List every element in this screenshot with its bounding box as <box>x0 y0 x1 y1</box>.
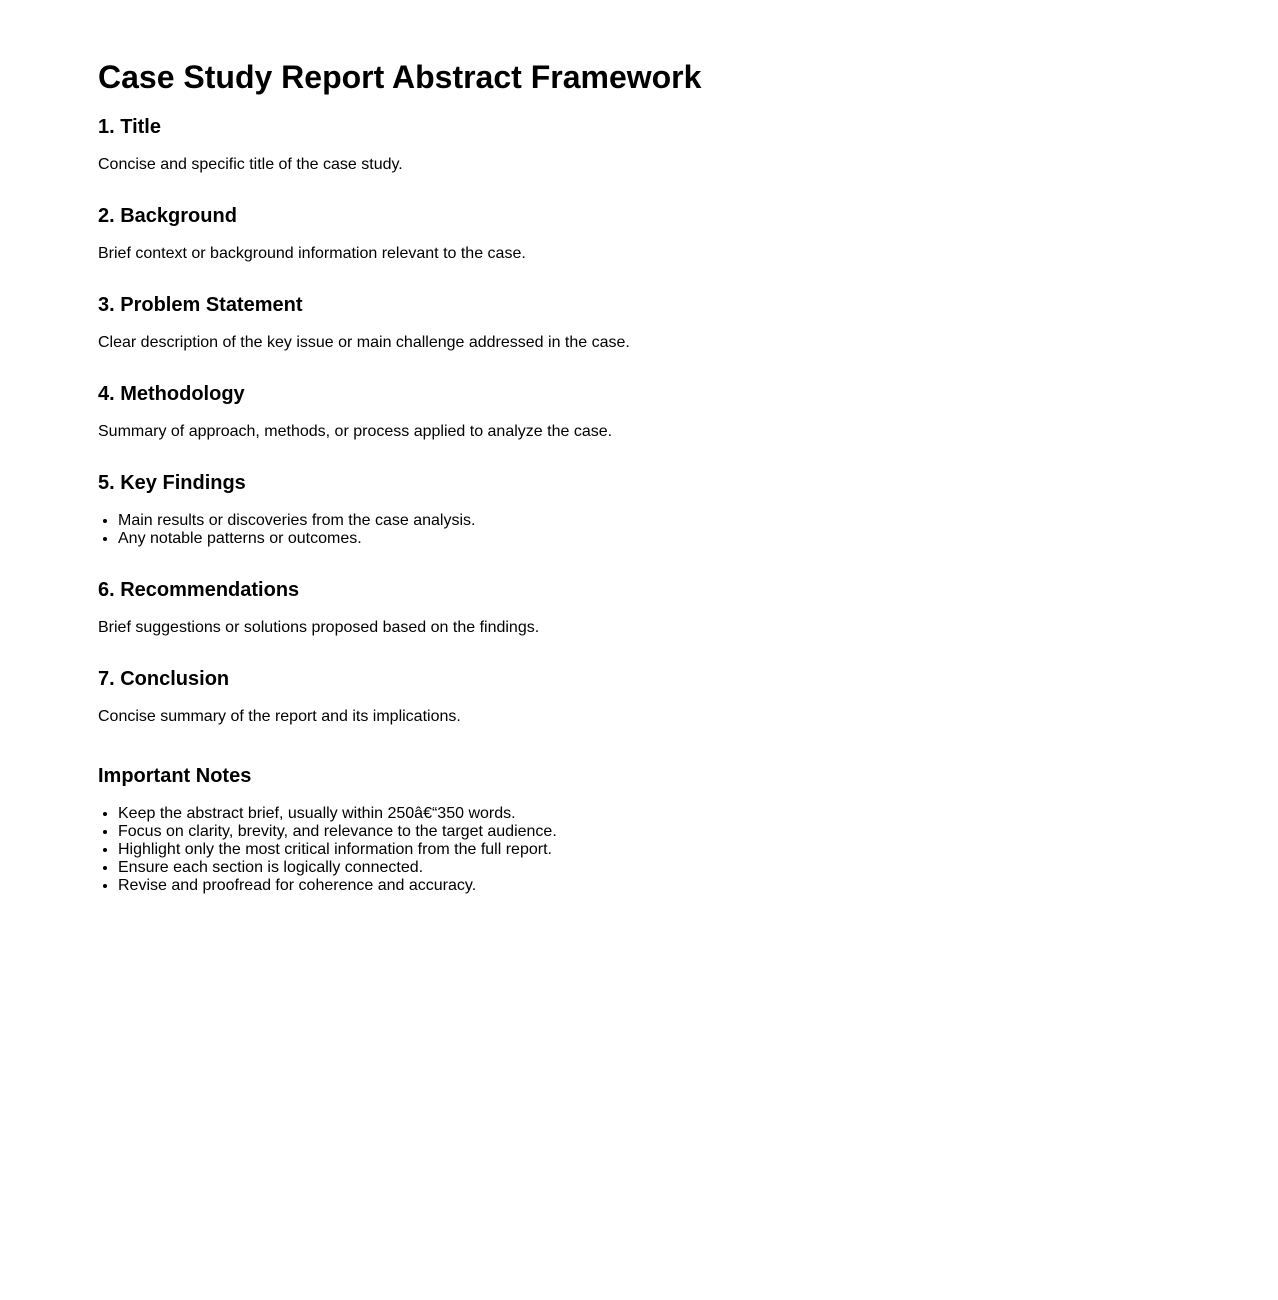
section-heading: 1. Title <box>98 116 161 138</box>
section-important-notes <box>98 764 1198 895</box>
section-text: Brief context or background information relevant to the case. <box>98 245 526 262</box>
section-methodology <box>98 382 1198 441</box>
document-page <box>98 0 1198 895</box>
section-problem-statement <box>98 293 1198 352</box>
section-recommendations <box>98 578 1198 637</box>
section-heading: 4. Methodology <box>98 383 245 405</box>
list-item: • Keep the abstract brief, usually within 250â€“350 words. <box>118 805 1198 823</box>
section-title <box>98 115 1198 174</box>
section-background <box>98 204 1198 263</box>
list-item: • Highlight only the most critical information from the full report. <box>118 841 1198 859</box>
section-heading: 5. Key Findings <box>98 472 246 494</box>
list-item: • Main results or discoveries from the case analysis. <box>118 512 1198 530</box>
notes-list <box>98 805 1198 895</box>
section-text: Clear description of the key issue or main challenge addressed in the case. <box>98 334 630 351</box>
section-heading: 6. Recommendations <box>98 579 300 601</box>
section-text: Brief suggestions or solutions proposed based on the findings. <box>98 619 540 636</box>
notes-heading: Important Notes <box>98 765 252 787</box>
section-key-findings <box>98 471 1198 548</box>
list-item: • Revise and proofread for coherence and accuracy. <box>118 877 1198 895</box>
section-text: Concise and specific title of the case study. <box>98 156 403 173</box>
list-item: • Ensure each section is logically connected. <box>118 859 1198 877</box>
list-item: • Any notable patterns or outcomes. <box>118 530 1198 548</box>
section-heading: 3. Problem Statement <box>98 294 303 316</box>
findings-list <box>98 512 1198 548</box>
section-conclusion <box>98 667 1198 726</box>
page-title: Case Study Report Abstract Framework <box>98 59 702 95</box>
section-heading: 2. Background <box>98 205 237 227</box>
list-item: • Focus on clarity, brevity, and relevance to the target audience. <box>118 823 1198 841</box>
section-heading: 7. Conclusion <box>98 668 230 690</box>
section-text: Summary of approach, methods, or process applied to analyze the case. <box>98 423 613 440</box>
section-text: Concise summary of the report and its implications. <box>98 708 461 725</box>
